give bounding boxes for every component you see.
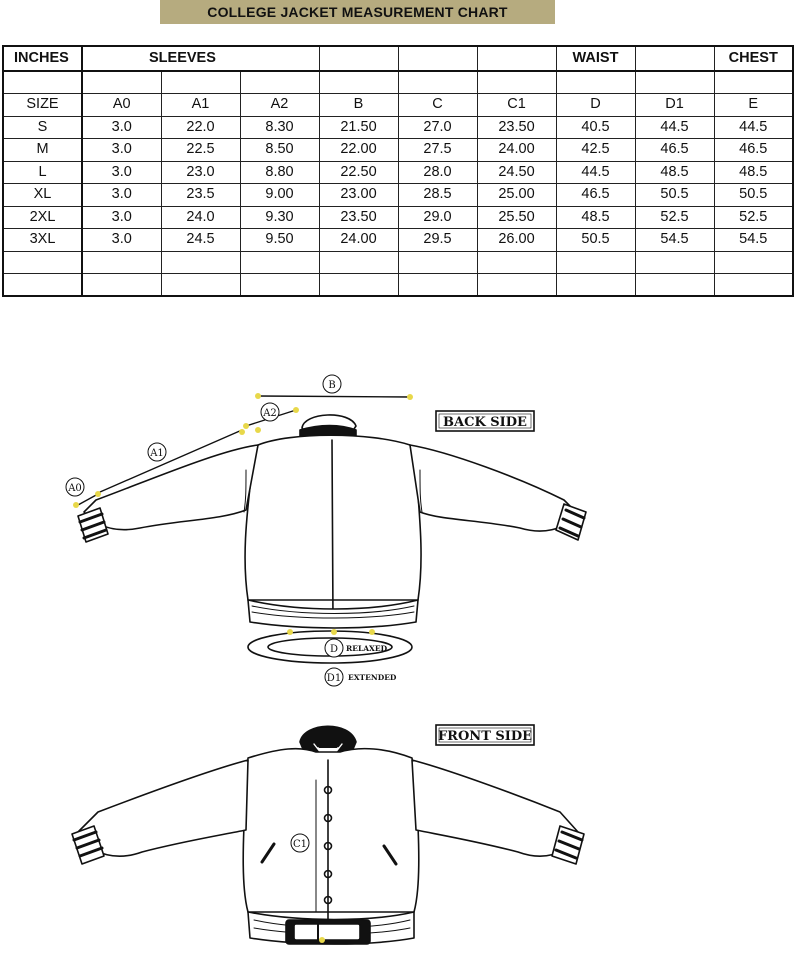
header-chest: CHEST bbox=[714, 46, 793, 71]
cell: 24.00 bbox=[319, 229, 398, 252]
cell: 23.0 bbox=[161, 161, 240, 184]
cell: 52.5 bbox=[635, 206, 714, 229]
cell: 9.50 bbox=[240, 229, 319, 252]
cell: 50.5 bbox=[635, 184, 714, 207]
group-header-row bbox=[3, 46, 793, 71]
header-waist: WAIST bbox=[556, 46, 635, 71]
cell: 50.5 bbox=[714, 184, 793, 207]
cell: 44.5 bbox=[714, 116, 793, 139]
cell: 27.0 bbox=[398, 116, 477, 139]
cell: M bbox=[3, 139, 82, 162]
marker-c1-label: C1 bbox=[292, 839, 308, 850]
marker-c1 bbox=[291, 834, 309, 852]
front-side-label: FRONT SIDE bbox=[437, 729, 533, 744]
table-row bbox=[3, 206, 793, 229]
cell: 29.0 bbox=[398, 206, 477, 229]
col-a0: A0 bbox=[82, 94, 161, 117]
cell: 48.5 bbox=[714, 161, 793, 184]
marker-d-label: D bbox=[329, 644, 339, 655]
cell: 24.5 bbox=[161, 229, 240, 252]
cell: 21.50 bbox=[319, 116, 398, 139]
col-d1: D1 bbox=[635, 94, 714, 117]
cell: XL bbox=[3, 184, 82, 207]
cell: 2XL bbox=[3, 206, 82, 229]
cell: 28.0 bbox=[398, 161, 477, 184]
cell: 54.5 bbox=[635, 229, 714, 252]
cell: 54.5 bbox=[714, 229, 793, 252]
cell: 28.5 bbox=[398, 184, 477, 207]
cell: L bbox=[3, 161, 82, 184]
jacket-diagram bbox=[0, 345, 794, 975]
cell: 25.00 bbox=[477, 184, 556, 207]
cell: 48.5 bbox=[556, 206, 635, 229]
cell: 44.5 bbox=[556, 161, 635, 184]
col-c: C bbox=[398, 94, 477, 117]
spacer-row bbox=[3, 71, 793, 94]
col-e: E bbox=[714, 94, 793, 117]
table-row bbox=[3, 116, 793, 139]
col-b: B bbox=[319, 94, 398, 117]
cell: 24.0 bbox=[161, 206, 240, 229]
cell: 23.50 bbox=[477, 116, 556, 139]
cell: 3.0 bbox=[82, 116, 161, 139]
cell: 25.50 bbox=[477, 206, 556, 229]
col-a2: A2 bbox=[240, 94, 319, 117]
col-c1: C1 bbox=[477, 94, 556, 117]
cell: 9.00 bbox=[240, 184, 319, 207]
marker-b bbox=[323, 375, 341, 393]
empty-row bbox=[3, 251, 793, 273]
col-size: SIZE bbox=[3, 94, 82, 117]
cell: 46.5 bbox=[714, 139, 793, 162]
marker-a2-label: A2 bbox=[263, 408, 277, 419]
marker-a2 bbox=[261, 403, 279, 421]
table-row bbox=[3, 139, 793, 162]
extended-label: EXTENDED bbox=[348, 673, 397, 682]
cell: 3.0 bbox=[82, 229, 161, 252]
cell: 23.50 bbox=[319, 206, 398, 229]
cell: 26.00 bbox=[477, 229, 556, 252]
cell: 22.5 bbox=[161, 139, 240, 162]
marker-a1-label: A1 bbox=[150, 448, 164, 459]
empty-row bbox=[3, 273, 793, 296]
back-side-label-box bbox=[436, 411, 534, 431]
marker-b-label: B bbox=[328, 380, 336, 391]
cell: 8.50 bbox=[240, 139, 319, 162]
marker-d1-label: D1 bbox=[326, 673, 342, 684]
relaxed-label: RELAXED bbox=[346, 644, 388, 653]
cell: S bbox=[3, 116, 82, 139]
table-row bbox=[3, 229, 793, 252]
cell: 40.5 bbox=[556, 116, 635, 139]
cell: 46.5 bbox=[556, 184, 635, 207]
chart-title: COLLEGE JACKET MEASUREMENT CHART bbox=[160, 0, 555, 24]
cell: 50.5 bbox=[556, 229, 635, 252]
cell: 8.30 bbox=[240, 116, 319, 139]
header-sleeves: SLEEVES bbox=[82, 46, 319, 71]
cell: 29.5 bbox=[398, 229, 477, 252]
cell: 23.5 bbox=[161, 184, 240, 207]
marker-a1 bbox=[148, 443, 166, 461]
cell: 24.00 bbox=[477, 139, 556, 162]
cell: 23.00 bbox=[319, 184, 398, 207]
marker-d1 bbox=[325, 668, 343, 686]
measurement-table bbox=[2, 45, 794, 297]
header-inches: INCHES bbox=[3, 46, 82, 71]
cell: 9.30 bbox=[240, 206, 319, 229]
column-header-row bbox=[3, 94, 793, 117]
cell: 3.0 bbox=[82, 139, 161, 162]
cell: 48.5 bbox=[635, 161, 714, 184]
cell: 52.5 bbox=[714, 206, 793, 229]
marker-a0-label: A0 bbox=[68, 483, 82, 494]
back-side-label: BACK SIDE bbox=[443, 415, 527, 430]
cell: 24.50 bbox=[477, 161, 556, 184]
cell: 3.0 bbox=[82, 206, 161, 229]
front-side-label-box bbox=[436, 725, 534, 745]
col-a1: A1 bbox=[161, 94, 240, 117]
cell: 3.0 bbox=[82, 161, 161, 184]
cell: 8.80 bbox=[240, 161, 319, 184]
cell: 27.5 bbox=[398, 139, 477, 162]
cell: 3.0 bbox=[82, 184, 161, 207]
front-jacket-illustration bbox=[72, 726, 584, 944]
marker-a0 bbox=[66, 478, 84, 496]
cell: 42.5 bbox=[556, 139, 635, 162]
table-row bbox=[3, 184, 793, 207]
cell: 22.00 bbox=[319, 139, 398, 162]
cell: 3XL bbox=[3, 229, 82, 252]
cell: 44.5 bbox=[635, 116, 714, 139]
cell: 46.5 bbox=[635, 139, 714, 162]
marker-d bbox=[325, 639, 343, 657]
cell: 22.50 bbox=[319, 161, 398, 184]
col-d: D bbox=[556, 94, 635, 117]
cell: 22.0 bbox=[161, 116, 240, 139]
table-row bbox=[3, 161, 793, 184]
